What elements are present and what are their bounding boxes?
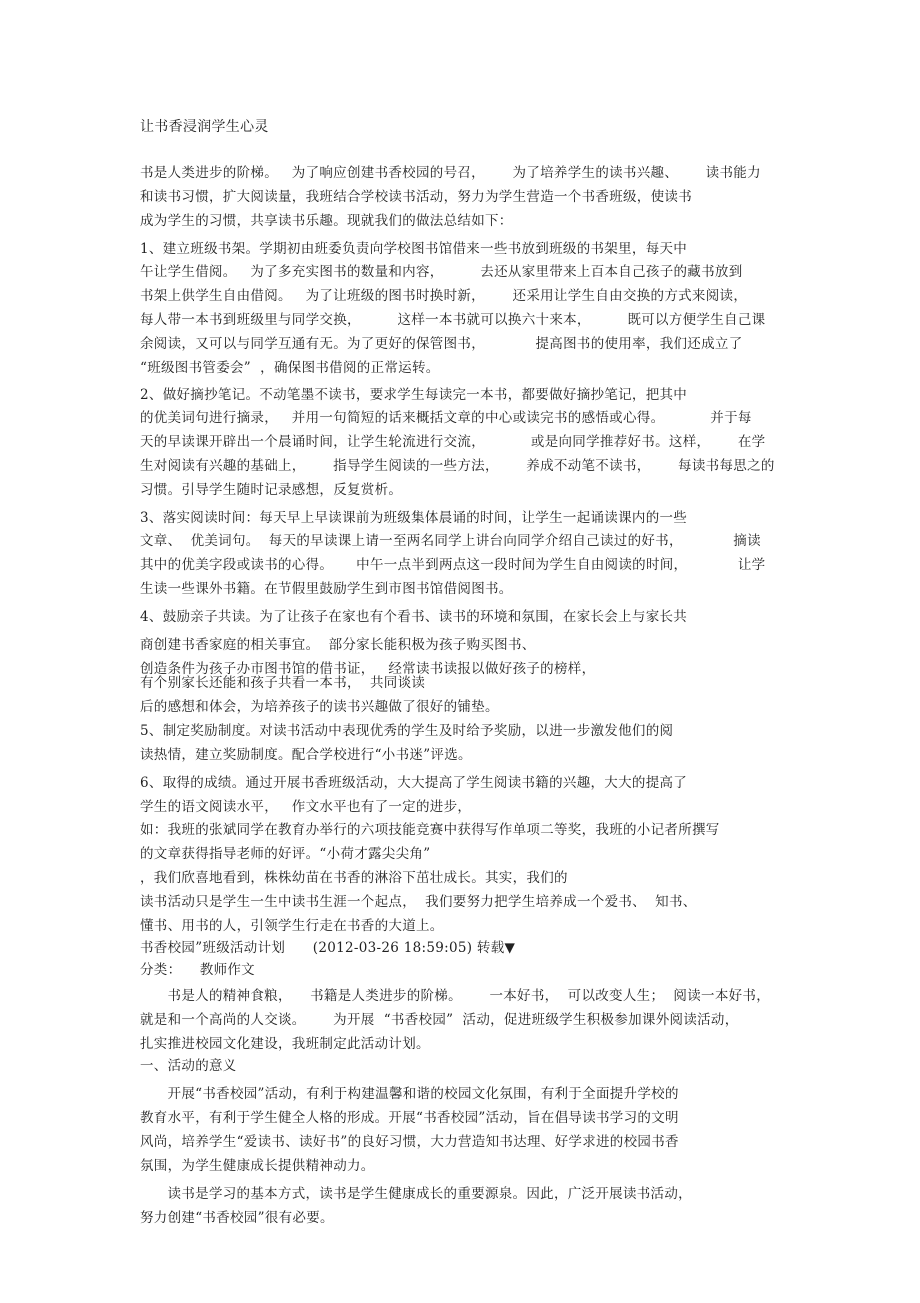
body-line: 书架上供学生自由借阅。 为了让班级的图书时换时新， 还采用让学生自由交换的方式来阅读， <box>140 288 748 304</box>
body-line: 1、建立班级书架。学期初由班委负责向学校图书馆借来一些书放到班级的书架里，每天中 <box>140 241 688 257</box>
body-line: 氛围，为学生健康成长提供精神动力。 <box>140 1158 375 1174</box>
document-title: 让书香浸润学生心灵 <box>140 119 269 135</box>
body-line: 天的早读课开辟出一个晨诵时间，让学生轮流进行交流， 或是向同学推荐好书。这样， 在学 <box>140 434 766 450</box>
body-line: 午让学生借阅。 为了多充实图书的数量和内容， 去还从家里带来上百本自己孩子的藏书放到 <box>140 264 743 280</box>
body-line: 4、鼓励亲子共读。为了让孩子在家也有个看书、读书的环境和氛围，在家长会上与家长共 <box>140 609 688 625</box>
body-line: 有个别家长还能和孩子共看一本书， 共同谈读 <box>140 675 426 691</box>
body-line: 5、制定奖励制度。对读书活动中表现优秀的学生及时给予奖励，以进一步激发他们的阅 <box>140 723 674 739</box>
body-line: “班级图书管委会” ，确保图书借阅的正常运转。 <box>140 360 440 376</box>
body-line: 生读一些课外书籍。在节假里鼓励学生到市图书馆借阅图书。 <box>140 581 513 597</box>
body-line: 书是人的精神食粮， 书籍是人类进步的阶梯。 一本好书， 可以改变人生； 阅读一本好书， <box>140 988 771 1004</box>
body-line: 就是和一个高尚的人交谈。 为开展 “书香校园” 活动，促进班级学生积极参加课外阅读活动， <box>140 1012 739 1028</box>
body-line: 创造条件为孩子办市图书馆的借书证， 经常读书读报以做好孩子的榜样， <box>140 661 596 677</box>
body-line: 一、活动的意义 <box>140 1058 237 1074</box>
body-line: 扎实推进校园文化建设，我班制定此活动计划。 <box>140 1036 430 1052</box>
body-line: 生对阅读有兴趣的基础上， 指导学生阅读的一些方法， 养成不动笔不读书， 每读书每思之的 <box>140 458 775 474</box>
body-line: 的优美词句进行摘录， 并用一句简短的话来概括文章的中心或读完书的感悟或心得。 并于每 <box>140 410 752 426</box>
body-line: 努力创建“书香校园”很有必要。 <box>140 1210 334 1226</box>
body-line: 开展“书香校园”活动，有利于构建温馨和谐的校园文化氛围，有利于全面提升学校的 <box>140 1086 679 1102</box>
body-line: 习惯。引导学生随时记录感想，反复赏析。 <box>140 482 403 498</box>
body-line: 每人带一本书到班级里与同学交换， 这样一本书就可以换六十来本， 既可以方便学生自己课 <box>140 312 766 328</box>
body-line: 3、落实阅读时间：每天早上早读课前为班级集体晨诵的时间，让学生一起诵读课内的一些 <box>140 510 688 526</box>
body-line: 读热情，建立奖励制度。配合学校进行“小书迷”评选。 <box>140 747 472 763</box>
body-line: 懂书、用书的人，引领学生行走在书香的大道上。 <box>140 918 444 934</box>
body-line: 的文章获得指导老师的好评。“小荷才露尖尖角” <box>140 846 431 862</box>
body-line: 读书是学习的基本方式，读书是学生健康成长的重要源泉。因此，广泛开展读书活动， <box>140 1186 692 1202</box>
body-line: ，我们欣喜地看到，株株幼苗在书香的淋浴下茁壮成长。其实，我们的 <box>140 870 568 886</box>
body-line: 文章、 优美词句。 每天的早读课上请一至两名同学上讲台向同学介绍自己读过的好书， 摘读 <box>140 533 761 549</box>
body-line: 和读书习惯，扩大阅读量，我班结合学校读书活动，努力为学生营造一个书香班级，使读书 <box>140 189 692 205</box>
body-line: 余阅读，又可以与同学互通有无。为了更好的保管图书， 提高图书的使用率，我们还成立了 <box>140 336 743 352</box>
body-line: 2、做好摘抄笔记。不动笔墨不读书，要求学生每读完一本书，都要做好摘抄笔记，把其中 <box>140 387 688 403</box>
body-line: 分类： 教师作文 <box>140 962 255 978</box>
body-line: 教育水平，有利于学生健全人格的形成。开展“书香校园”活动，旨在倡导读书学习的文明 <box>140 1110 679 1126</box>
body-line: 风尚，培养学生“爱读书、读好书”的良好习惯，大力营造知书达理、好学求进的校园书香 <box>140 1134 679 1150</box>
body-line: 书是人类进步的阶梯。 为了响应创建书香校园的号召， 为了培养学生的读书兴趣、 读书能力 <box>140 165 761 181</box>
body-line: 成为学生的习惯，共享读书乐趣。现就我们的做法总结如下： <box>140 213 513 229</box>
body-line: 学生的语文阅读水平， 作文水平也有了一定的进步， <box>140 799 472 815</box>
body-line: 如：我班的张斌同学在教育办举行的六项技能竞赛中获得写作单项二等奖，我班的小记者所撰写 <box>140 822 720 838</box>
body-line: 其中的优美字段或读书的心得。 中午一点半到两点这一段时间为学生自由阅读的时间， 让学 <box>140 557 766 573</box>
body-line: 后的感想和体会，为培养孩子的读书兴趣做了很好的铺垫。 <box>140 699 499 715</box>
body-line: 书香校园”班级活动计划 (2012-03-26 18:59:05) 转载▼ <box>140 940 516 956</box>
body-line: 读书活动只是学生一生中读书生涯一个起点， 我们要努力把学生培养成一个爱书、 知书、 <box>140 894 697 910</box>
body-line: 6、取得的成绩。通过开展书香班级活动，大大提高了学生阅读书籍的兴趣，大大的提高了 <box>140 775 688 791</box>
body-line: 商创建书香家庭的相关事宜。 部分家长能积极为孩子购买图书、 <box>140 637 536 653</box>
